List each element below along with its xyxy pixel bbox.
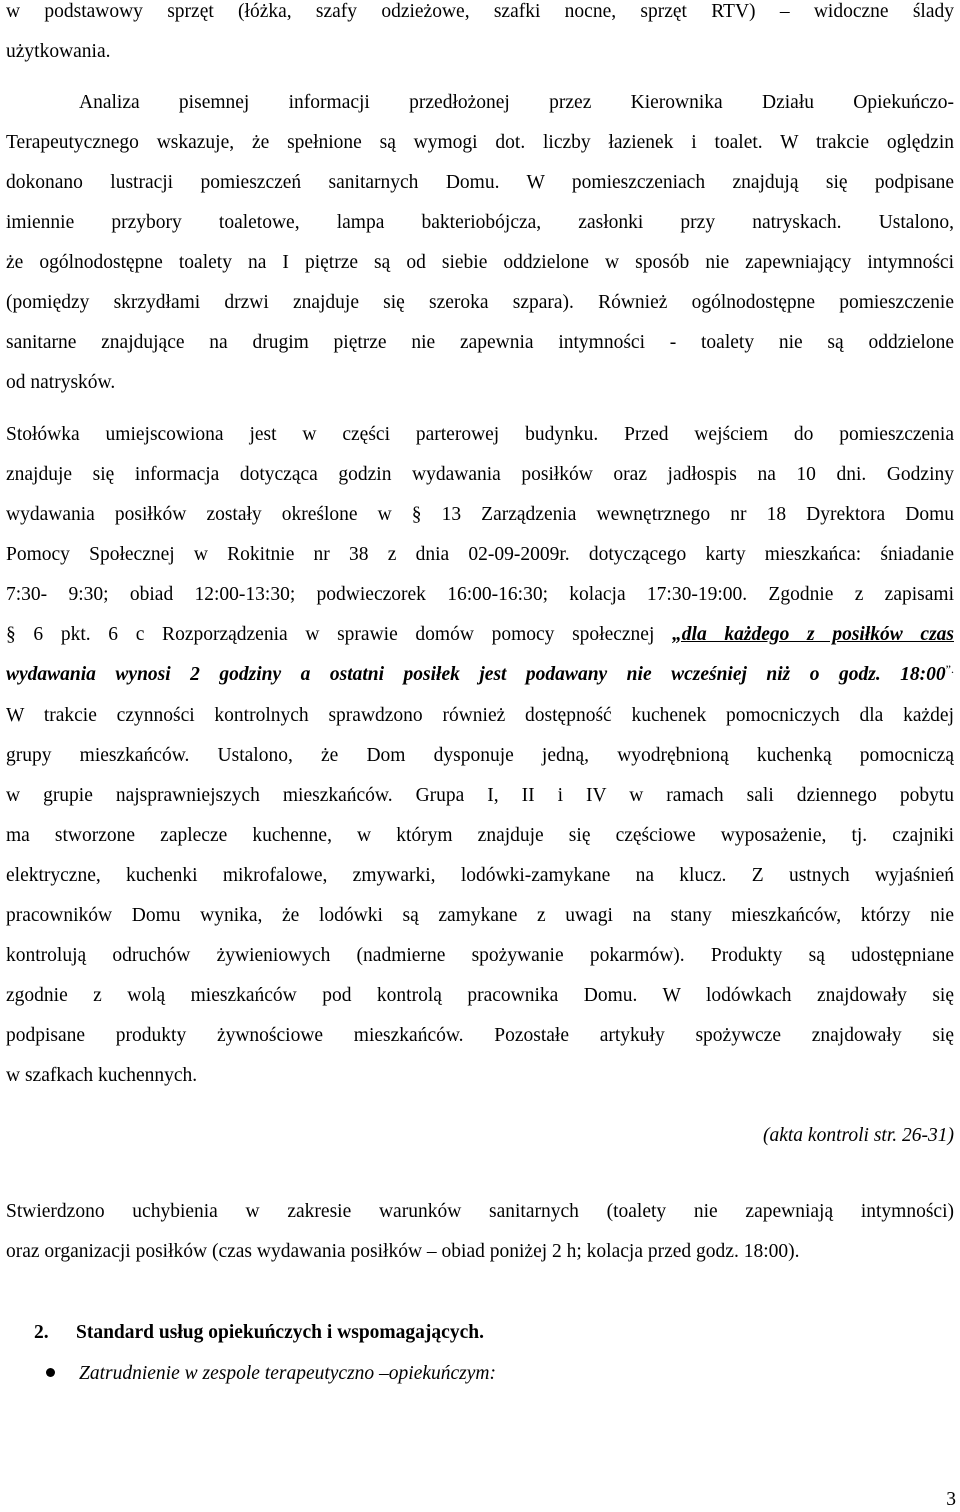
text-line: oraz organizacji posiłków (czas wydawania posiłków – obiad poniżej 2 h; kolacja przed godz. 18:00). [6, 1241, 800, 1262]
closing-quote: ”. [945, 663, 954, 676]
text-line: w grupie najsprawniejszych mieszkańców. Grupa I, II i IV w ramach sali dziennego pobytu [6, 785, 954, 806]
text-line: Pomocy Społecznej w Rokitnie nr 38 z dnia 02-09-2009r. dotyczącego karty mieszkańca: śniadanie [6, 544, 954, 565]
text-line: w podstawowy sprzęt (łóżka, szafy odzieżowe, szafki nocne, sprzęt RTV) – widoczne ślady [6, 1, 954, 22]
text-line: sanitarne znajdujące na drugim piętrze nie zapewnia intymności - toalety nie są oddzielone [6, 332, 954, 353]
text-line: Stołówka umiejscowiona jest w części parterowej budynku. Przed wejściem do pomieszczenia [6, 424, 954, 445]
text-line: podpisane produkty żywnościowe mieszkańców. Pozostałe artykuły spożywcze znajdowały się [6, 1025, 954, 1046]
page-number: 3 [946, 1489, 956, 1510]
text-line [6, 663, 954, 703]
text-line [6, 623, 954, 663]
text-line: grupy mieszkańców. Ustalono, że Dom dysponuje jedną, wyodrębnioną kuchenką pomocniczą [6, 745, 954, 766]
text-line: użytkowania. [6, 41, 111, 62]
text-line: kontrolują odruchów żywieniowych (nadmierne spożywanie pokarmów). Produkty są udostępniane [6, 945, 954, 966]
text-line: pracowników Domu wynika, że lodówki są zamykane z uwagi na stany mieszkańców, którzy nie [6, 905, 954, 926]
text-line: zgodnie z wolą mieszkańców pod kontrolą pracownika Domu. W lodówkach znajdowały się [6, 985, 954, 1006]
text-line: W trakcie czynności kontrolnych sprawdzono również dostępność kuchenek pomocniczych dla każdej [6, 705, 954, 726]
text-line: od natrysków. [6, 372, 116, 393]
text-line: Terapeutycznego wskazuje, że spełnione są wymogi dot. liczby łazienek i toalet. W trakcie oględzin [6, 132, 954, 153]
text-line: ma stworzone zaplecze kuchenne, w którym znajduje się częściowe wyposażenie, tj. czajniki [6, 825, 954, 846]
text-line: w szafkach kuchennych. [6, 1065, 198, 1086]
source-note: (akta kontroli str. 26-31) [762, 1125, 954, 1146]
section-number: 2. [34, 1322, 49, 1343]
text-line: elektryczne, kuchenki mikrofalowe, zmywarki, lodówki-zamykane na klucz. Z ustnych wyjaśnień [6, 865, 954, 886]
bullet-icon [46, 1368, 55, 1377]
section-heading [34, 1321, 484, 1345]
text-line: Analiza pisemnej informacji przedłożonej przez Kierownika Działu Opiekuńczo- [79, 92, 954, 113]
text-line: dokonano lustracji pomieszczeń sanitarnych Domu. W pomieszczeniach znajdują się podpisane [6, 172, 954, 193]
quote-emphasis: wydawania wynosi 2 godziny a ostatni posiłek jest podawany nie wcześniej niż o godz. 18:00 [6, 664, 946, 685]
list-item [46, 1362, 496, 1386]
section-title: Standard usług opiekuńczych i wspomagających. [76, 1322, 484, 1343]
list-item-text: Zatrudnienie w zespole terapeutyczno –opiekuńczym: [79, 1363, 496, 1384]
quote-emphasis: „dla każdego z posiłków czas [672, 624, 954, 645]
text-line: Stwierdzono uchybienia w zakresie warunków sanitarnych (toalety nie zapewniają intymności) [6, 1201, 954, 1222]
text-line: znajduje się informacja dotycząca godzin wydawania posiłków oraz jadłospis na 10 dni. Godziny [6, 464, 954, 485]
text-line: 7:30- 9:30; obiad 12:00-13:30; podwieczorek 16:00-16:30; kolacja 17:30-19:00. Zgodnie z zapisami [6, 584, 954, 605]
text-line: imiennie przybory toaletowe, lampa bakteriobójcza, zasłonki przy natryskach. Ustalono, [6, 212, 954, 233]
text-line: (pomiędzy skrzydłami drzwi znajduje się szeroka szpara). Również ogólnodostępne pomieszczenie [6, 292, 954, 313]
text-line: że ogólnodostępne toalety na I piętrze są od siebie oddzielone w sposób nie zapewniający intymności [6, 252, 954, 273]
text-segment: § 6 pkt. 6 c Rozporządzenia w sprawie domów pomocy społecznej [6, 624, 673, 645]
text-line: wydawania posiłków zostały określone w § 13 Zarządzenia wewnętrznego nr 18 Dyrektora Domu [6, 504, 954, 525]
